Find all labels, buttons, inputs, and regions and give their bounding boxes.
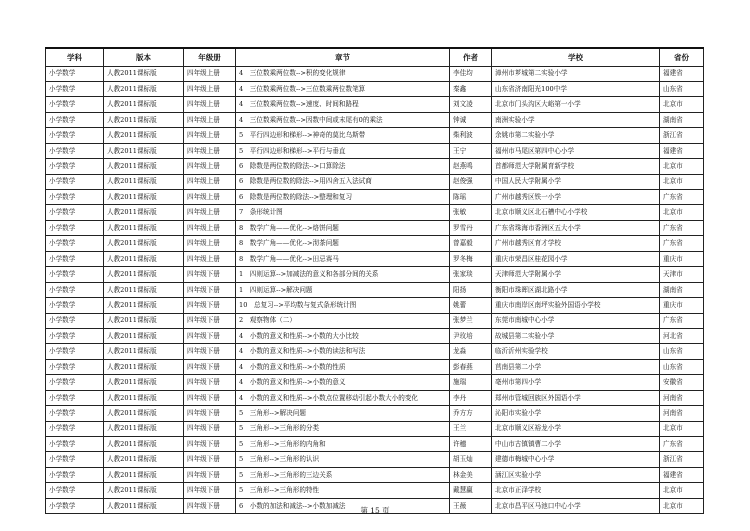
table-row: [46, 174, 704, 189]
table-row: [46, 406, 704, 421]
school-cell: 北京市昌平区马池口中心小学: [492, 498, 660, 513]
subject-cell: 小学数学: [46, 81, 104, 96]
school-cell: 余姚市第二实验小学: [492, 128, 660, 143]
edition-cell: 人教2011课标版: [104, 344, 184, 359]
subject-cell: 小学数学: [46, 390, 104, 405]
edition-cell: 人教2011课标版: [104, 298, 184, 313]
chapter-cell: 1 四则运算-->加减法的意义和各部分间的关系: [236, 267, 450, 282]
chapter-cell: 8 数学广角——优化-->田忌赛马: [236, 251, 450, 266]
school-cell: 福州市马尾区第四中心小学: [492, 143, 660, 158]
school-cell: 漳州市芗城第二实验小学: [492, 66, 660, 81]
table-row: [46, 220, 704, 235]
subject-cell: 小学数学: [46, 97, 104, 112]
province-cell: 山东省: [660, 359, 704, 374]
school-cell: 北京市顺义区裕龙小学: [492, 421, 660, 436]
edition-cell: 人教2011课标版: [104, 66, 184, 81]
table-row: [46, 190, 704, 205]
table-row: [46, 313, 704, 328]
edition-cell: 人教2011课标版: [104, 328, 184, 343]
chapter-cell: 5 三角形-->三角形的认识: [236, 452, 450, 467]
edition-cell: 人教2011课标版: [104, 81, 184, 96]
table-row: [46, 66, 704, 81]
grade-cell: 四年级上册: [184, 81, 236, 96]
edition-cell: 人教2011课标版: [104, 406, 184, 421]
subject-cell: 小学数学: [46, 298, 104, 313]
chapter-cell: 4 三位数乘两位数-->积的变化规律: [236, 66, 450, 81]
province-cell: 北京市: [660, 97, 704, 112]
table-row: [46, 282, 704, 297]
table-body: [46, 66, 704, 514]
curriculum-table: [45, 47, 704, 514]
province-cell: 天津市: [660, 267, 704, 282]
chapter-cell: 5 三角形-->三角形的内角和: [236, 437, 450, 452]
edition-cell: 人教2011课标版: [104, 205, 184, 220]
subject-cell: 小学数学: [46, 483, 104, 498]
chapter-cell: 4 小数的意义和性质-->小数的读法和写法: [236, 344, 450, 359]
province-cell: 广东省: [660, 190, 704, 205]
grade-cell: 四年级上册: [184, 128, 236, 143]
edition-cell: 人教2011课标版: [104, 452, 184, 467]
grade-cell: 四年级上册: [184, 159, 236, 174]
author-cell: 张敏: [450, 205, 492, 220]
school-cell: 涵江区实验小学: [492, 467, 660, 482]
edition-cell: 人教2011课标版: [104, 359, 184, 374]
author-cell: 王薇: [450, 498, 492, 513]
chapter-cell: 8 数学广角——优化-->沏茶问题: [236, 236, 450, 251]
school-cell: 北京市正泽学校: [492, 483, 660, 498]
subject-cell: 小学数学: [46, 128, 104, 143]
chapter-cell: 5 三角形-->解决问题: [236, 406, 450, 421]
chapter-cell: 1 四则运算-->解决问题: [236, 282, 450, 297]
chapter-cell: 5 三角形-->三角形的特性: [236, 483, 450, 498]
school-cell: 首都师范大学附属育新学校: [492, 159, 660, 174]
edition-cell: 人教2011课标版: [104, 498, 184, 513]
author-cell: 柴利波: [450, 128, 492, 143]
province-cell: 广东省: [660, 437, 704, 452]
school-cell: 亳州市第四小学: [492, 375, 660, 390]
grade-cell: 四年级下册: [184, 313, 236, 328]
grade-cell: 四年级下册: [184, 344, 236, 359]
province-cell: 福建省: [660, 143, 704, 158]
subject-cell: 小学数学: [46, 143, 104, 158]
grade-cell: 四年级上册: [184, 66, 236, 81]
edition-cell: 人教2011课标版: [104, 190, 184, 205]
subject-cell: 小学数学: [46, 159, 104, 174]
subject-cell: 小学数学: [46, 205, 104, 220]
chapter-cell: 4 小数的意义和性质-->小数的意义: [236, 375, 450, 390]
author-cell: 秦鑫: [450, 81, 492, 96]
school-cell: 广州市越秀区铁一小学: [492, 190, 660, 205]
table-row: [46, 344, 704, 359]
chapter-cell: 4 三位数乘两位数-->三位数乘两位数笔算: [236, 81, 450, 96]
province-cell: 北京市: [660, 498, 704, 513]
grade-cell: 四年级上册: [184, 205, 236, 220]
school-cell: 广东省珠海市香洲区五大小学: [492, 220, 660, 235]
edition-cell: 人教2011课标版: [104, 251, 184, 266]
province-cell: 北京市: [660, 483, 704, 498]
province-cell: 浙江省: [660, 452, 704, 467]
grade-cell: 四年级下册: [184, 267, 236, 282]
chapter-cell: 6 除数是两位数的除法-->用四舍五入法试商: [236, 174, 450, 189]
province-cell: 山东省: [660, 81, 704, 96]
grade-cell: 四年级下册: [184, 421, 236, 436]
edition-cell: 人教2011课标版: [104, 128, 184, 143]
chapter-cell: 7 条形统计图: [236, 205, 450, 220]
table-row: [46, 267, 704, 282]
province-cell: 湖南省: [660, 282, 704, 297]
subject-cell: 小学数学: [46, 66, 104, 81]
province-cell: 河南省: [660, 390, 704, 405]
subject-cell: 小学数学: [46, 282, 104, 297]
column-header: 作者: [450, 48, 492, 66]
chapter-cell: 5 三角形-->三角形的分类: [236, 421, 450, 436]
grade-cell: 四年级上册: [184, 190, 236, 205]
edition-cell: 人教2011课标版: [104, 97, 184, 112]
table-row: [46, 421, 704, 436]
province-cell: 北京市: [660, 205, 704, 220]
author-cell: 张家琰: [450, 267, 492, 282]
school-cell: 天津师范大学附属小学: [492, 267, 660, 282]
school-cell: 北京市顺义区北石槽中心小学校: [492, 205, 660, 220]
author-cell: 赵俊强: [450, 174, 492, 189]
table-header: [46, 48, 704, 66]
table-row: [46, 467, 704, 482]
province-cell: 北京市: [660, 174, 704, 189]
table-row: [46, 236, 704, 251]
grade-cell: 四年级下册: [184, 406, 236, 421]
chapter-cell: 4 小数的意义和性质-->小数点位置移动引起小数大小的变化: [236, 390, 450, 405]
grade-cell: 四年级下册: [184, 390, 236, 405]
province-cell: 广东省: [660, 220, 704, 235]
school-cell: 故城县第二实验小学: [492, 328, 660, 343]
school-cell: 重庆市南岸区南坪实验外国语小学校: [492, 298, 660, 313]
school-cell: 南洲实验小学: [492, 112, 660, 127]
column-header: 年级册: [184, 48, 236, 66]
school-cell: 中山市古镇镇曹二小学: [492, 437, 660, 452]
grade-cell: 四年级下册: [184, 467, 236, 482]
author-cell: 阳扬: [450, 282, 492, 297]
subject-cell: 小学数学: [46, 251, 104, 266]
table-row: [46, 359, 704, 374]
subject-cell: 小学数学: [46, 359, 104, 374]
table-row: [46, 437, 704, 452]
edition-cell: 人教2011课标版: [104, 143, 184, 158]
subject-cell: 小学数学: [46, 421, 104, 436]
province-cell: 安徽省: [660, 375, 704, 390]
author-cell: 戴慧赢: [450, 483, 492, 498]
subject-cell: 小学数学: [46, 267, 104, 282]
grade-cell: 四年级上册: [184, 251, 236, 266]
grade-cell: 四年级下册: [184, 298, 236, 313]
grade-cell: 四年级上册: [184, 112, 236, 127]
author-cell: 赵燕鸣: [450, 159, 492, 174]
table-row: [46, 81, 704, 96]
grade-cell: 四年级上册: [184, 236, 236, 251]
grade-cell: 四年级下册: [184, 437, 236, 452]
edition-cell: 人教2011课标版: [104, 159, 184, 174]
table-row: [46, 452, 704, 467]
author-cell: 刘文凌: [450, 97, 492, 112]
author-cell: 尹玫培: [450, 328, 492, 343]
edition-cell: 人教2011课标版: [104, 467, 184, 482]
grade-cell: 四年级下册: [184, 375, 236, 390]
chapter-cell: 4 小数的意义和性质-->小数的性质: [236, 359, 450, 374]
table-row: [46, 97, 704, 112]
chapter-cell: 6 小数的加法和减法-->小数加减法: [236, 498, 450, 513]
table-row: [46, 112, 704, 127]
subject-cell: 小学数学: [46, 112, 104, 127]
author-cell: 胡玉灿: [450, 452, 492, 467]
author-cell: 王兰: [450, 421, 492, 436]
edition-cell: 人教2011课标版: [104, 112, 184, 127]
chapter-cell: 5 三角形-->三角形的三边关系: [236, 467, 450, 482]
school-cell: 莒南县第二小学: [492, 359, 660, 374]
province-cell: 湖南省: [660, 112, 704, 127]
chapter-cell: 5 平行四边形和梯形-->神奇的莫比乌斯带: [236, 128, 450, 143]
edition-cell: 人教2011课标版: [104, 313, 184, 328]
grade-cell: 四年级下册: [184, 498, 236, 513]
author-cell: 罗雪丹: [450, 220, 492, 235]
subject-cell: 小学数学: [46, 344, 104, 359]
column-header: 省份: [660, 48, 704, 66]
table-row: [46, 390, 704, 405]
subject-cell: 小学数学: [46, 328, 104, 343]
province-cell: 北京市: [660, 421, 704, 436]
province-cell: 重庆市: [660, 251, 704, 266]
school-cell: 衡阳市珠晖区湖北路小学: [492, 282, 660, 297]
chapter-cell: 10 总复习-->平均数与复式条形统计图: [236, 298, 450, 313]
author-cell: 彭春燕: [450, 359, 492, 374]
subject-cell: 小学数学: [46, 452, 104, 467]
table-row: [46, 328, 704, 343]
chapter-cell: 6 除数是两位数的除法-->口算除法: [236, 159, 450, 174]
chapter-cell: 2 观察物体（二）: [236, 313, 450, 328]
author-cell: 乔方方: [450, 406, 492, 421]
subject-cell: 小学数学: [46, 467, 104, 482]
province-cell: 重庆市: [660, 298, 704, 313]
province-cell: 福建省: [660, 66, 704, 81]
school-cell: 郑州市管城回族区外国语小学: [492, 390, 660, 405]
province-cell: 广东省: [660, 313, 704, 328]
author-cell: 李佳均: [450, 66, 492, 81]
province-cell: 福建省: [660, 467, 704, 482]
author-cell: 罗冬梅: [450, 251, 492, 266]
grade-cell: 四年级上册: [184, 97, 236, 112]
subject-cell: 小学数学: [46, 174, 104, 189]
subject-cell: 小学数学: [46, 406, 104, 421]
school-cell: 山东省济南阳光100中学: [492, 81, 660, 96]
table-row: [46, 298, 704, 313]
grade-cell: 四年级下册: [184, 282, 236, 297]
column-header: 版本: [104, 48, 184, 66]
author-cell: 陈瑶: [450, 190, 492, 205]
table-row: [46, 483, 704, 498]
school-cell: 东莞市南城中心小学: [492, 313, 660, 328]
header-row: [46, 48, 704, 66]
chapter-cell: 8 数学广角——优化-->烙饼问题: [236, 220, 450, 235]
edition-cell: 人教2011课标版: [104, 267, 184, 282]
subject-cell: 小学数学: [46, 437, 104, 452]
province-cell: 广东省: [660, 236, 704, 251]
chapter-cell: 4 小数的意义和性质-->小数的大小比较: [236, 328, 450, 343]
school-cell: 重庆市荣昌区桂花园小学: [492, 251, 660, 266]
chapter-cell: 6 除数是两位数的除法-->整理和复习: [236, 190, 450, 205]
author-cell: 王宁: [450, 143, 492, 158]
author-cell: 林金美: [450, 467, 492, 482]
table-row: [46, 375, 704, 390]
author-cell: 龙淼: [450, 344, 492, 359]
school-cell: 沁阳市实验小学: [492, 406, 660, 421]
author-cell: 钟诚: [450, 112, 492, 127]
province-cell: 河北省: [660, 328, 704, 343]
school-cell: 临沂沂州实验学校: [492, 344, 660, 359]
school-cell: 中国人民大学附属小学: [492, 174, 660, 189]
subject-cell: 小学数学: [46, 498, 104, 513]
subject-cell: 小学数学: [46, 220, 104, 235]
school-cell: 北京市门头沟区大峪第一小学: [492, 97, 660, 112]
province-cell: 山东省: [660, 344, 704, 359]
grade-cell: 四年级上册: [184, 174, 236, 189]
subject-cell: 小学数学: [46, 313, 104, 328]
table-row: [46, 159, 704, 174]
column-header: 学校: [492, 48, 660, 66]
grade-cell: 四年级下册: [184, 452, 236, 467]
province-cell: 浙江省: [660, 128, 704, 143]
table-row: [46, 143, 704, 158]
grade-cell: 四年级下册: [184, 328, 236, 343]
chapter-cell: 4 三位数乘两位数-->速度、时间和路程: [236, 97, 450, 112]
edition-cell: 人教2011课标版: [104, 483, 184, 498]
grade-cell: 四年级下册: [184, 483, 236, 498]
edition-cell: 人教2011课标版: [104, 421, 184, 436]
column-header: 章节: [236, 48, 450, 66]
author-cell: 张梦兰: [450, 313, 492, 328]
edition-cell: 人教2011课标版: [104, 174, 184, 189]
subject-cell: 小学数学: [46, 236, 104, 251]
subject-cell: 小学数学: [46, 190, 104, 205]
grade-cell: 四年级上册: [184, 220, 236, 235]
page-number: 第 15 页: [360, 506, 390, 515]
edition-cell: 人教2011课标版: [104, 282, 184, 297]
author-cell: 许穗: [450, 437, 492, 452]
subject-cell: 小学数学: [46, 375, 104, 390]
school-cell: 建德市梅城中心小学: [492, 452, 660, 467]
author-cell: 姚蕾: [450, 298, 492, 313]
author-cell: 李丹: [450, 390, 492, 405]
author-cell: 曾嘉毅: [450, 236, 492, 251]
province-cell: 河南省: [660, 406, 704, 421]
chapter-cell: 5 平行四边形和梯形-->平行与垂直: [236, 143, 450, 158]
edition-cell: 人教2011课标版: [104, 390, 184, 405]
author-cell: 施瑞: [450, 375, 492, 390]
edition-cell: 人教2011课标版: [104, 375, 184, 390]
grade-cell: 四年级上册: [184, 143, 236, 158]
table-row: [46, 128, 704, 143]
column-header: 学科: [46, 48, 104, 66]
grade-cell: 四年级下册: [184, 359, 236, 374]
chapter-cell: 4 三位数乘两位数-->因数中间或末尾有0的乘法: [236, 112, 450, 127]
province-cell: 北京市: [660, 159, 704, 174]
edition-cell: 人教2011课标版: [104, 236, 184, 251]
table-row: [46, 205, 704, 220]
school-cell: 广州市越秀区育才学校: [492, 236, 660, 251]
edition-cell: 人教2011课标版: [104, 220, 184, 235]
table-row: [46, 251, 704, 266]
edition-cell: 人教2011课标版: [104, 437, 184, 452]
